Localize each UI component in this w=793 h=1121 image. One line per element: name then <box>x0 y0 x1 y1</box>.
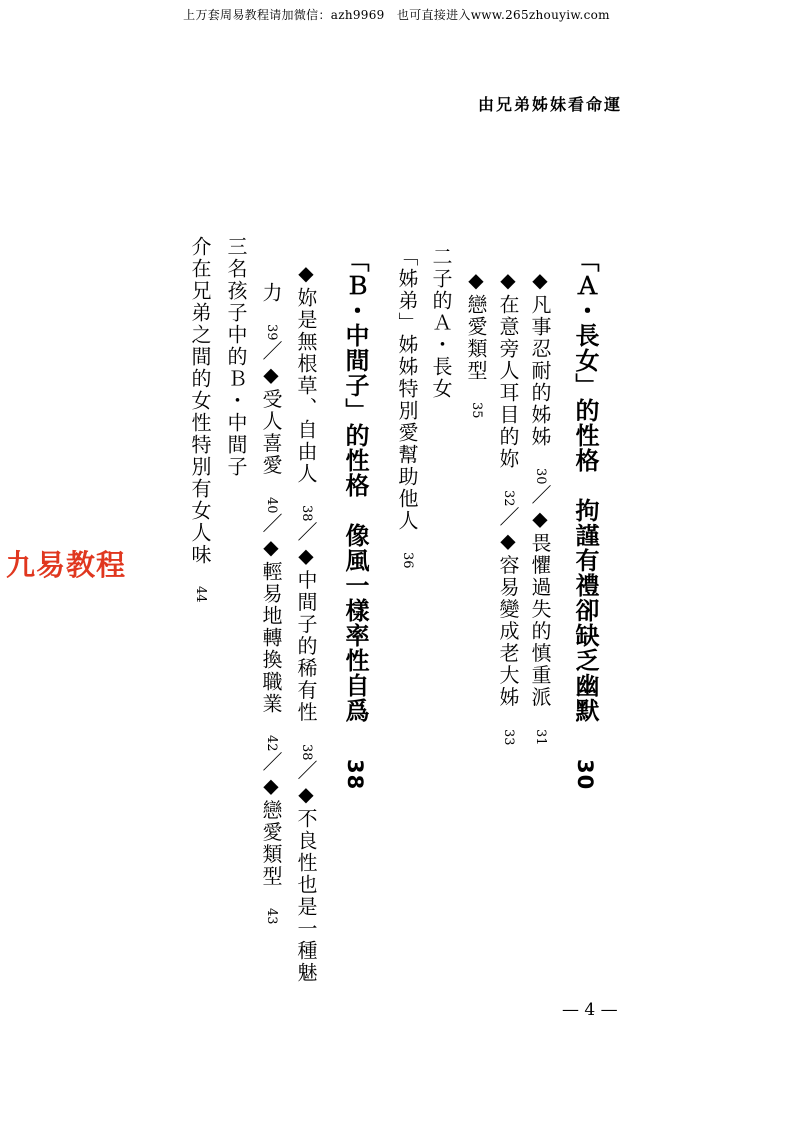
toc-entry-text: ◆戀愛類型 <box>464 268 488 382</box>
toc-line-b1 <box>296 261 316 984</box>
toc-sub-a2 <box>397 246 417 569</box>
banner-text: 上万套周易教程请加微信：azh9969 也可直接进入www.265zhouyiw.com <box>183 8 610 22</box>
toc-entry-page: 38 <box>299 505 314 522</box>
toc-entry-page: 33 <box>501 728 516 746</box>
toc-line-a1 <box>530 268 550 745</box>
toc-entry-text: ◆在意旁人耳目的妳 <box>496 268 520 470</box>
toc-entry-page: 43 <box>264 907 279 925</box>
toc-sub-page: 44 <box>193 586 208 603</box>
toc-line-a3 <box>466 268 486 419</box>
separator: ／ <box>259 751 283 774</box>
toc-entry-text: ◆受人喜愛 <box>259 362 283 477</box>
toc-entry-page: 32 <box>501 490 516 507</box>
section-b-heading <box>343 248 367 790</box>
toc-line-a2 <box>498 268 518 745</box>
separator: ／ <box>259 340 283 363</box>
toc-sub-text: 二子的Ａ・長女 <box>429 246 453 400</box>
separator: ／ <box>259 513 283 536</box>
toc-entry-text: ◆畏懼過失的慎重派 <box>528 506 552 709</box>
toc-sub-b2 <box>190 236 210 603</box>
toc-entry-page: 38 <box>299 743 314 761</box>
toc-entry-page: 42 <box>264 735 279 752</box>
toc-sub-text: 介在兄弟之間的女性特別有女人味 <box>188 236 212 566</box>
toc-entry-page: 31 <box>533 728 548 746</box>
toc-sub-a1 <box>431 246 451 400</box>
toc-sub-text: 三名孩子中的Ｂ・中間子 <box>224 236 248 478</box>
toc-entry-text: ◆容易變成老大姊 <box>496 528 520 709</box>
toc-entry-page: 39 <box>264 324 279 341</box>
toc-entry-text: ◆妳是無根草、自由人 <box>294 261 318 485</box>
running-head: 由兄弟姊妹看命運 <box>478 95 623 114</box>
section-b-page: 38 <box>343 759 367 791</box>
separator: ／ <box>294 760 318 783</box>
page-number: — 4 — <box>562 1000 618 1020</box>
toc-entry-text: ◆中間子的稀有性 <box>294 543 318 724</box>
toc-line-b2 <box>261 282 281 924</box>
toc-entry-page: 35 <box>469 402 484 419</box>
toc-sub-b1 <box>226 236 246 478</box>
section-a-title: 「Ａ・長女」的性格 拘謹有禮卻缺乏幽默 <box>571 248 599 723</box>
section-a-page: 30 <box>573 759 597 791</box>
toc-sub-text: 「姊弟」姊姊特別愛幫助他人 <box>395 246 419 532</box>
toc-sub-page: 36 <box>400 552 415 569</box>
separator: ／ <box>294 521 318 544</box>
toc-entry-text: ◆凡事忍耐的姊姊 <box>528 268 552 448</box>
toc-entry-text: ◆不良性也是一種魅 <box>294 782 318 985</box>
toc-entry-page: 30 <box>533 468 548 485</box>
toc-entry-text: 力 <box>259 282 283 304</box>
section-a-heading <box>573 248 597 790</box>
toc-entry-text: ◆戀愛類型 <box>259 773 283 888</box>
toc-entry-page: 40 <box>264 496 279 514</box>
section-b-title: 「Ｂ・中間子」的性格 像風一樣率性自爲 <box>341 248 369 723</box>
separator: ／ <box>496 506 520 529</box>
toc-entry-text: ◆輕易地轉換職業 <box>259 535 283 716</box>
separator: ／ <box>528 484 552 507</box>
watermark-logo: 九易教程 <box>6 548 127 582</box>
